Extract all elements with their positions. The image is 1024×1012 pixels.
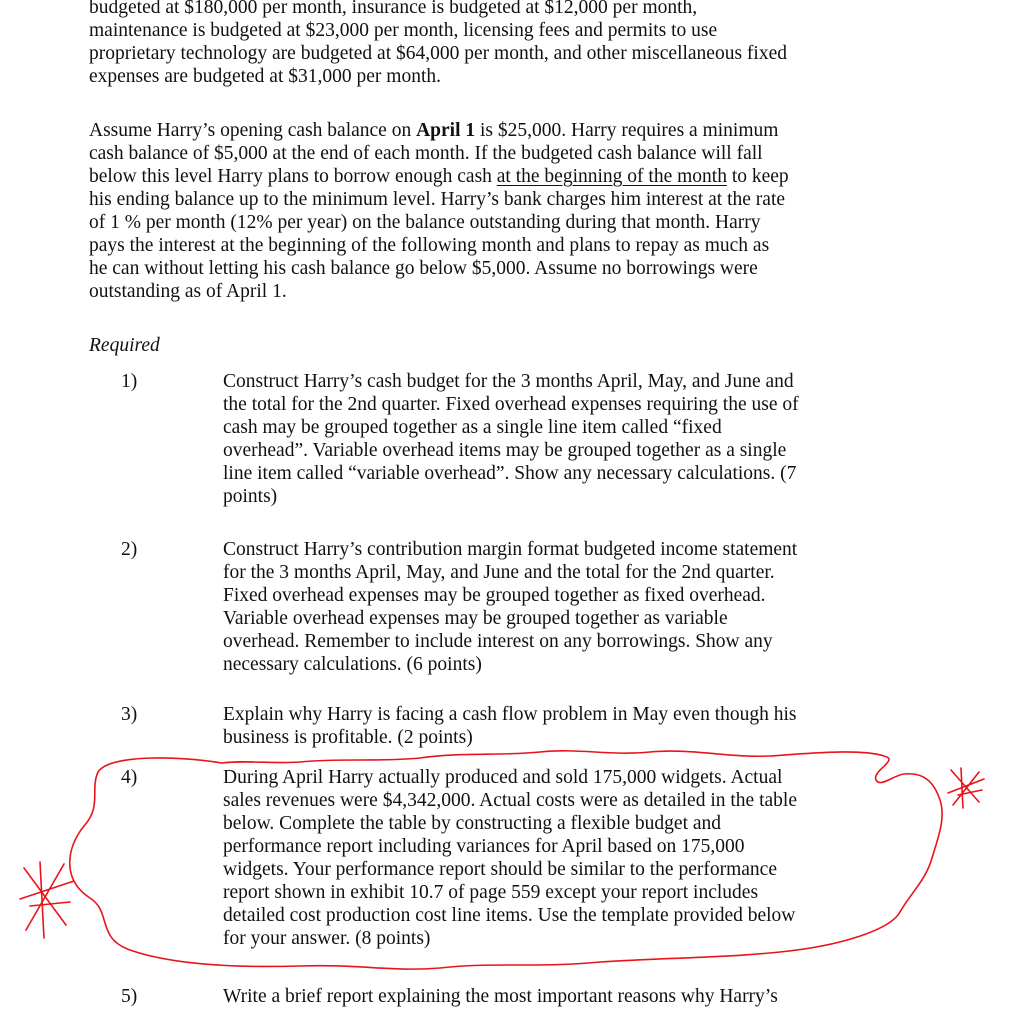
text-line: cash may be grouped together as a single line item called “fixed <box>223 417 722 438</box>
bold-date: April 1 <box>416 120 476 141</box>
text-line: he can without letting his cash balance go below $5,000. Assume no borrowings were <box>89 258 758 279</box>
text-line: budgeted at $180,000 per month, insurance is budgeted at $12,000 per month, <box>89 0 698 18</box>
text-line: necessary calculations. (6 points) <box>223 654 482 675</box>
item-number: 1) <box>121 371 138 392</box>
text-line: detailed cost production cost line items. Use the template provided below <box>223 905 796 926</box>
text-line: of 1 % per month (12% per year) on the balance outstanding during that month. Harry <box>89 212 761 233</box>
text-line: During April Harry actually produced and sold 175,000 widgets. Actual <box>223 767 783 788</box>
text-line: widgets. Your performance report should be similar to the performance <box>223 859 777 880</box>
text-line: for the 3 months April, May, and June and the total for the 2nd quarter. <box>223 562 775 583</box>
item-number: 3) <box>121 704 138 725</box>
text-line: Write a brief report explaining the most important reasons why Harry’s <box>223 986 778 1007</box>
text-line: below. Complete the table by constructing a flexible budget and <box>223 813 722 834</box>
text-line: Variable overhead expenses may be grouped together as variable <box>223 608 728 629</box>
item-number: 5) <box>121 986 138 1007</box>
item-text <box>223 538 923 676</box>
text-line: maintenance is budgeted at $23,000 per month, licensing fees and permits to use <box>89 20 718 41</box>
text-line: Explain why Harry is facing a cash flow problem in May even though his <box>223 704 797 725</box>
cash-balance-paragraph <box>89 119 909 303</box>
text-line: sales revenues were $4,342,000. Actual costs were as detailed in the table <box>223 790 797 811</box>
text-line: for your answer. (8 points) <box>223 928 431 949</box>
text-line <box>89 119 909 142</box>
item-text <box>223 370 923 508</box>
text-line: line item called “variable overhead”. Show any necessary calculations. (7 <box>223 463 797 484</box>
text-line: business is profitable. (2 points) <box>223 727 473 748</box>
item-number: 2) <box>121 539 138 560</box>
underlined-phrase: at the beginning of the month <box>496 166 727 187</box>
text-line: pays the interest at the beginning of the following month and plans to repay as much as <box>89 235 770 256</box>
text-line: his ending balance up to the minimum level. Harry’s bank charges him interest at the rate <box>89 189 786 210</box>
text-line: outstanding as of April 1. <box>89 281 287 302</box>
text-line: overhead”. Variable overhead items may be grouped together as a single <box>223 440 787 461</box>
text-fragment: below this level Harry plans to borrow enough cash <box>89 166 497 187</box>
text-line <box>89 165 909 188</box>
item-text <box>223 985 923 1008</box>
text-line: the total for the 2nd quarter. Fixed overhead expenses requiring the use of <box>223 394 799 415</box>
text-line: Construct Harry’s cash budget for the 3 months April, May, and June and <box>223 371 794 392</box>
text-fragment: Assume Harry’s opening cash balance on <box>89 120 417 141</box>
item-text <box>223 766 923 950</box>
text-line: Fixed overhead expenses may be grouped together as fixed overhead. <box>223 585 766 606</box>
star-icon <box>948 768 984 808</box>
text-line: cash balance of $5,000 at the end of each month. If the budgeted cash balance will fall <box>89 143 763 164</box>
text-line: expenses are budgeted at $31,000 per month. <box>89 66 441 87</box>
text-line: overhead. Remember to include interest on any borrowings. Show any <box>223 631 773 652</box>
text-line: proprietary technology are budgeted at $64,000 per month, and other miscellaneous fixed <box>89 43 787 64</box>
text-fragment: to keep <box>726 166 789 187</box>
required-heading: Required <box>89 335 160 356</box>
text-fragment: is $25,000. Harry requires a minimum <box>475 120 779 141</box>
text-line: performance report including variances for April based on 175,000 <box>223 836 745 857</box>
item-number: 4) <box>121 767 138 788</box>
expense-paragraph <box>89 0 909 88</box>
text-line: points) <box>223 486 278 507</box>
text-line: Construct Harry’s contribution margin format budgeted income statement <box>223 539 798 560</box>
item-text <box>223 703 923 749</box>
text-line: report shown in exhibit 10.7 of page 559 except your report includes <box>223 882 759 903</box>
star-icon <box>20 862 74 938</box>
